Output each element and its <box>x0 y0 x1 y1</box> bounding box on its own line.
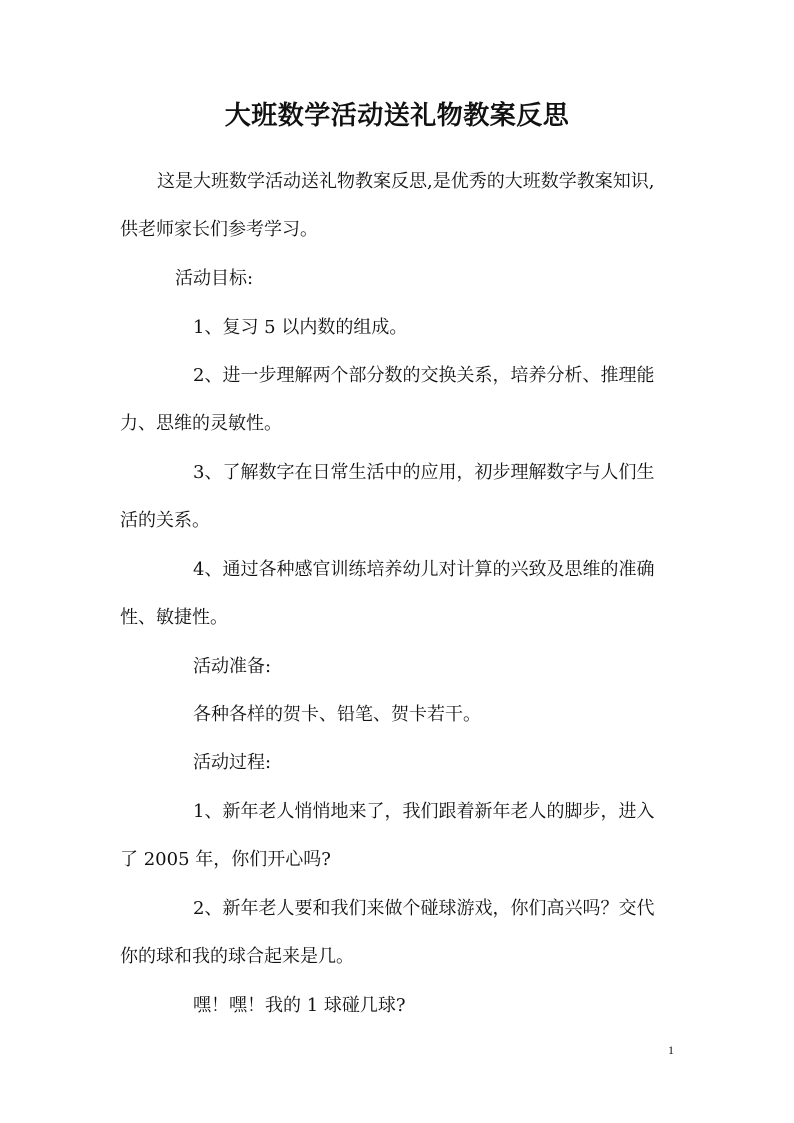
goal-item-2-line-1: 2、进一步理解两个部分数的交换关系，培养分析、推理能 <box>193 365 655 386</box>
goal-item-3-line-2: 活的关系。 <box>120 510 210 531</box>
intro-paragraph-line-1: 这是大班数学活动送礼物教案反思,是优秀的大班数学教案知识, <box>157 171 655 192</box>
goal-item-1: 1、复习 5 以内数的组成。 <box>193 317 408 338</box>
page-number: 1 <box>668 1043 674 1057</box>
process-dialogue-line: 嘿！嘿！我的 1 球碰几球? <box>193 995 406 1016</box>
goal-item-2-line-2: 力、思维的灵敏性。 <box>120 413 282 434</box>
preparation-text: 各种各样的贺卡、铅笔、贺卡若干。 <box>193 704 481 725</box>
goal-item-4-line-1: 4、通过各种感官训练培养幼儿对计算的兴致及思维的准确 <box>193 559 655 580</box>
process-item-1-line-2: 了 2005 年，你们开心吗? <box>120 849 331 870</box>
intro-paragraph-line-2: 供老师家长们参考学习。 <box>120 219 318 240</box>
process-item-1-line-1: 1、新年老人悄悄地来了，我们跟着新年老人的脚步，进入 <box>193 801 655 822</box>
process-item-2-line-2: 你的球和我的球合起来是几。 <box>120 946 354 967</box>
goal-item-3-line-1: 3、了解数字在日常生活中的应用，初步理解数字与人们生 <box>193 462 655 483</box>
section-heading-activity-preparation: 活动准备: <box>193 656 272 677</box>
section-heading-activity-process: 活动过程: <box>193 752 272 773</box>
document-title: 大班数学活动送礼物教案反思 <box>224 101 570 131</box>
section-heading-activity-goals: 活动目标: <box>175 268 254 289</box>
goal-item-4-line-2: 性、敏捷性。 <box>120 607 228 628</box>
process-item-2-line-1: 2、新年老人要和我们来做个碰球游戏，你们高兴吗？交代 <box>193 898 655 919</box>
